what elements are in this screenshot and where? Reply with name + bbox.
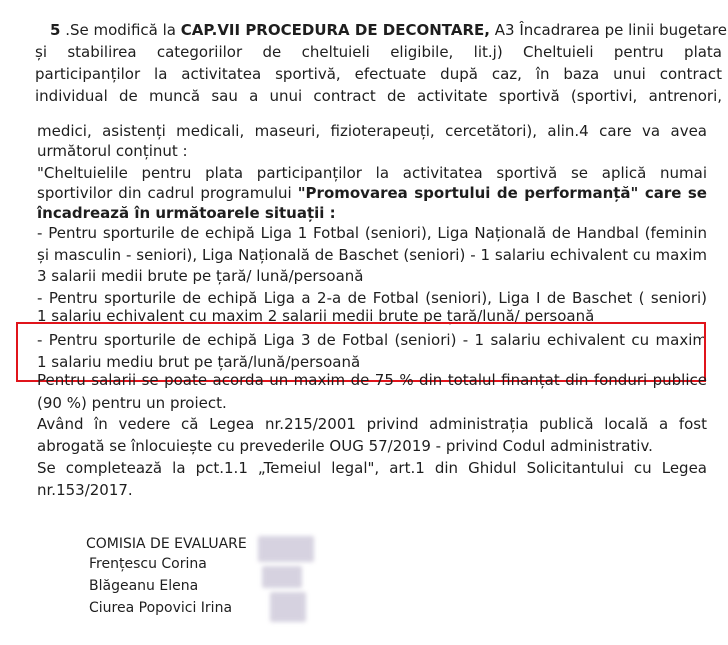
quote-line-8: sportivilor din cadrul programului "Promovarea sportului de performanță" care se <box>37 184 707 202</box>
intro-line-2: și stabilirea categoriilor de cheltuieli eligibile, lit.j) Cheltuieli pentru plata <box>35 43 722 61</box>
member-name: Frențescu Corina <box>89 556 207 572</box>
redacted-signature <box>258 536 314 562</box>
closing-line-21: Se completează la pct.1.1 „Temeiul legal", art.1 din Ghidul Solicitantului cu Legea <box>37 459 707 477</box>
committee-heading: COMISIA DE EVALUARE <box>86 536 247 552</box>
closing-line-20: abrogată se înlocuiește cu prevederile OUG 57/2019 - privind Codul administrativ. <box>37 437 653 455</box>
intro-line-5: medici, asistenți medicali, maseuri, fizioterapeuți, cercetători), alin.4 care va avea <box>37 122 707 140</box>
section-number: 5 <box>50 21 61 39</box>
quote-line-13: - Pentru sporturile de echipă Liga a 2-a de Fotbal (seniori), Liga I de Baschet ( seniori) <box>37 289 707 307</box>
quote-line-14: 1 salariu echivalent cu maxim 2 salarii medii brute pe țară/lună/ persoană <box>37 307 595 325</box>
redacted-signature <box>262 566 302 588</box>
quote-line-9: încadrează în următoarele situații : <box>37 204 336 222</box>
redacted-signature <box>270 592 306 622</box>
chapter-title: CAP.VII PROCEDURA DE DECONTARE, <box>180 21 490 39</box>
quote-line-16: 1 salariu mediu brut pe țară/lună/persoană <box>37 353 361 371</box>
intro-line-6: următorul conținut : <box>37 142 188 160</box>
quote-line-15: - Pentru sporturile de echipă Liga 3 de Fotbal (seniori) - 1 salariu echivalent cu maxim <box>37 331 707 349</box>
closing-line-19: Având în vedere că Legea nr.215/2001 privind administrația publică locală a fost <box>37 415 707 433</box>
closing-line-22: nr.153/2017. <box>37 481 133 499</box>
quote-line-18: (90 %) pentru un proiect. <box>37 394 227 412</box>
quote-line-17: Pentru salarii se poate acorda un maxim de 75 % din totalul finanțat din fonduri publice <box>37 371 707 389</box>
quote-line-11: și masculin - seniori), Liga Națională de Baschet (seniori) - 1 salariu echivalent cu maxim <box>37 246 707 264</box>
member-name: Blăgeanu Elena <box>89 578 199 594</box>
quote-line-10: - Pentru sporturile de echipă Liga 1 Fotbal (seniori), Liga Națională de Handbal (feminin <box>37 224 707 242</box>
program-name: "Promovarea sportului de performanță" care se <box>297 184 707 202</box>
member-name: Ciurea Popovici Irina <box>89 600 233 616</box>
quote-line-7: "Cheltuielile pentru plata participanților la activitatea sportivă se aplică numai <box>37 164 707 182</box>
intro-line-1: 5 .Se modifică la CAP.VII PROCEDURA DE DECONTARE, A3 Încadrarea pe linii bugetare <box>50 21 727 39</box>
intro-line-4: individual de muncă sau a unui contract de activitate sportivă (sportivi, antrenori, <box>35 87 722 105</box>
quote-line-12: 3 salarii medii brute pe țară/ lună/persoană <box>37 267 364 285</box>
intro-line-3: participanților la activitatea sportivă, efectuate după caz, în baza unui contract <box>35 65 722 83</box>
